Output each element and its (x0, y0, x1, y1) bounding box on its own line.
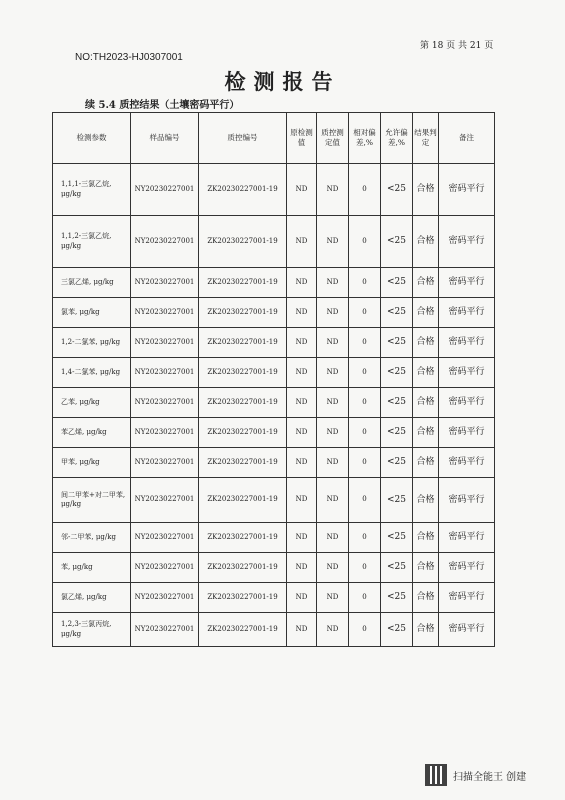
remark-cell: 密码平行 (439, 358, 495, 388)
qc-value-cell: ND (317, 216, 349, 268)
original-value-cell: ND (287, 448, 317, 478)
result-cell: 合格 (413, 328, 439, 358)
qc-id-cell: ZK20230227001-19 (199, 328, 287, 358)
result-cell: 合格 (413, 553, 439, 583)
relative-deviation-cell: 0 (349, 388, 381, 418)
table-row (53, 358, 495, 388)
result-cell: 合格 (413, 298, 439, 328)
param-cell: 邻-二甲苯, μg/kg (53, 523, 131, 553)
relative-deviation-cell: 0 (349, 448, 381, 478)
table-header-row (53, 113, 495, 164)
result-cell: 合格 (413, 613, 439, 647)
col-header: 允许偏差,% (381, 113, 413, 164)
relative-deviation-cell: 0 (349, 478, 381, 523)
table-row (53, 478, 495, 523)
sample-id-cell: NY20230227001 (131, 298, 199, 328)
sample-id-cell: NY20230227001 (131, 523, 199, 553)
qc-id-cell: ZK20230227001-19 (199, 216, 287, 268)
original-value-cell: ND (287, 388, 317, 418)
report-title: 检测报告 (224, 69, 341, 94)
result-cell: 合格 (413, 388, 439, 418)
param-cell: 氯乙烯, μg/kg (53, 583, 131, 613)
allowed-deviation-cell: <25 (381, 298, 413, 328)
qc-id-cell: ZK20230227001-19 (199, 523, 287, 553)
original-value-cell: ND (287, 268, 317, 298)
sample-id-cell: NY20230227001 (131, 583, 199, 613)
param-cell: 苯乙烯, μg/kg (53, 418, 131, 448)
sample-id-cell: NY20230227001 (131, 613, 199, 647)
param-cell: 1,1,2-三氯乙烷, μg/kg (53, 216, 131, 268)
table-row (53, 164, 495, 216)
qc-value-cell: ND (317, 553, 349, 583)
original-value-cell: ND (287, 358, 317, 388)
sample-id-cell: NY20230227001 (131, 268, 199, 298)
sample-id-cell: NY20230227001 (131, 553, 199, 583)
relative-deviation-cell: 0 (349, 583, 381, 613)
relative-deviation-cell: 0 (349, 358, 381, 388)
remark-cell: 密码平行 (439, 216, 495, 268)
allowed-deviation-cell: <25 (381, 553, 413, 583)
qr-code-icon (425, 764, 447, 786)
sample-id-cell: NY20230227001 (131, 164, 199, 216)
table-row (53, 613, 495, 647)
allowed-deviation-cell: <25 (381, 268, 413, 298)
qc-id-cell: ZK20230227001-19 (199, 478, 287, 523)
param-cell: 乙苯, μg/kg (53, 388, 131, 418)
param-cell: 1,1,1-三氯乙烷, μg/kg (53, 164, 131, 216)
original-value-cell: ND (287, 613, 317, 647)
allowed-deviation-cell: <25 (381, 418, 413, 448)
scanner-watermark (425, 764, 526, 786)
result-cell: 合格 (413, 268, 439, 298)
col-header: 原检测值 (287, 113, 317, 164)
original-value-cell: ND (287, 298, 317, 328)
relative-deviation-cell: 0 (349, 164, 381, 216)
allowed-deviation-cell: <25 (381, 613, 413, 647)
result-cell: 合格 (413, 358, 439, 388)
remark-cell: 密码平行 (439, 164, 495, 216)
remark-cell: 密码平行 (439, 268, 495, 298)
page-indicator: 第 18 页 共 21 页 (420, 41, 494, 51)
original-value-cell: ND (287, 583, 317, 613)
qc-id-cell: ZK20230227001-19 (199, 298, 287, 328)
qc-value-cell: ND (317, 328, 349, 358)
relative-deviation-cell: 0 (349, 216, 381, 268)
table-row (53, 298, 495, 328)
col-header: 相对偏差,% (349, 113, 381, 164)
relative-deviation-cell: 0 (349, 298, 381, 328)
remark-cell: 密码平行 (439, 328, 495, 358)
table-row (53, 328, 495, 358)
qc-value-cell: ND (317, 268, 349, 298)
col-header: 备注 (439, 113, 495, 164)
qc-value-cell: ND (317, 523, 349, 553)
remark-cell: 密码平行 (439, 388, 495, 418)
original-value-cell: ND (287, 328, 317, 358)
qc-id-cell: ZK20230227001-19 (199, 583, 287, 613)
watermark-text: 扫描全能王 创建 (453, 771, 527, 783)
relative-deviation-cell: 0 (349, 268, 381, 298)
sample-id-cell: NY20230227001 (131, 216, 199, 268)
relative-deviation-cell: 0 (349, 523, 381, 553)
param-cell: 间二甲苯+对二甲苯, μg/kg (53, 478, 131, 523)
remark-cell: 密码平行 (439, 523, 495, 553)
qc-value-cell: ND (317, 583, 349, 613)
table-row (53, 553, 495, 583)
sample-id-cell: NY20230227001 (131, 358, 199, 388)
remark-cell: 密码平行 (439, 298, 495, 328)
qc-value-cell: ND (317, 298, 349, 328)
result-cell: 合格 (413, 523, 439, 553)
allowed-deviation-cell: <25 (381, 216, 413, 268)
sample-id-cell: NY20230227001 (131, 388, 199, 418)
qc-id-cell: ZK20230227001-19 (199, 553, 287, 583)
col-header: 质控编号 (199, 113, 287, 164)
allowed-deviation-cell: <25 (381, 523, 413, 553)
qc-id-cell: ZK20230227001-19 (199, 388, 287, 418)
original-value-cell: ND (287, 523, 317, 553)
param-cell: 甲苯, μg/kg (53, 448, 131, 478)
allowed-deviation-cell: <25 (381, 583, 413, 613)
relative-deviation-cell: 0 (349, 418, 381, 448)
param-cell: 1,2-二氯苯, μg/kg (53, 328, 131, 358)
allowed-deviation-cell: <25 (381, 478, 413, 523)
allowed-deviation-cell: <25 (381, 358, 413, 388)
remark-cell: 密码平行 (439, 553, 495, 583)
qc-value-cell: ND (317, 418, 349, 448)
qc-value-cell: ND (317, 388, 349, 418)
result-cell: 合格 (413, 448, 439, 478)
original-value-cell: ND (287, 164, 317, 216)
original-value-cell: ND (287, 478, 317, 523)
section-subtitle: 续 5.4 质控结果（土壤密码平行） (85, 100, 240, 111)
remark-cell: 密码平行 (439, 448, 495, 478)
result-cell: 合格 (413, 583, 439, 613)
param-cell: 1,2,3-三氯丙烷, μg/kg (53, 613, 131, 647)
sample-id-cell: NY20230227001 (131, 418, 199, 448)
table-row (53, 268, 495, 298)
table-row (53, 583, 495, 613)
sample-id-cell: NY20230227001 (131, 478, 199, 523)
qc-value-cell: ND (317, 358, 349, 388)
table-row (53, 216, 495, 268)
allowed-deviation-cell: <25 (381, 164, 413, 216)
param-cell: 苯, μg/kg (53, 553, 131, 583)
remark-cell: 密码平行 (439, 613, 495, 647)
qc-id-cell: ZK20230227001-19 (199, 613, 287, 647)
col-header: 检测参数 (53, 113, 131, 164)
relative-deviation-cell: 0 (349, 613, 381, 647)
table-row (53, 523, 495, 553)
col-header: 结果判定 (413, 113, 439, 164)
qc-value-cell: ND (317, 613, 349, 647)
result-cell: 合格 (413, 164, 439, 216)
allowed-deviation-cell: <25 (381, 388, 413, 418)
allowed-deviation-cell: <25 (381, 448, 413, 478)
table-row (53, 388, 495, 418)
table-row (53, 418, 495, 448)
remark-cell: 密码平行 (439, 583, 495, 613)
qc-value-cell: ND (317, 448, 349, 478)
allowed-deviation-cell: <25 (381, 328, 413, 358)
qc-results-table (52, 112, 495, 647)
remark-cell: 密码平行 (439, 418, 495, 448)
original-value-cell: ND (287, 553, 317, 583)
col-header: 质控测定值 (317, 113, 349, 164)
qc-value-cell: ND (317, 478, 349, 523)
result-cell: 合格 (413, 216, 439, 268)
result-cell: 合格 (413, 478, 439, 523)
table-row (53, 448, 495, 478)
param-cell: 1,4-二氯苯, μg/kg (53, 358, 131, 388)
qc-id-cell: ZK20230227001-19 (199, 418, 287, 448)
relative-deviation-cell: 0 (349, 328, 381, 358)
sample-id-cell: NY20230227001 (131, 448, 199, 478)
original-value-cell: ND (287, 418, 317, 448)
qc-value-cell: ND (317, 164, 349, 216)
qc-id-cell: ZK20230227001-19 (199, 164, 287, 216)
result-cell: 合格 (413, 418, 439, 448)
param-cell: 三氯乙烯, μg/kg (53, 268, 131, 298)
qc-id-cell: ZK20230227001-19 (199, 448, 287, 478)
qc-id-cell: ZK20230227001-19 (199, 358, 287, 388)
relative-deviation-cell: 0 (349, 553, 381, 583)
report-number: NO:TH2023-HJ0307001 (75, 52, 183, 63)
remark-cell: 密码平行 (439, 478, 495, 523)
qc-id-cell: ZK20230227001-19 (199, 268, 287, 298)
param-cell: 氯苯, μg/kg (53, 298, 131, 328)
sample-id-cell: NY20230227001 (131, 328, 199, 358)
original-value-cell: ND (287, 216, 317, 268)
col-header: 样品编号 (131, 113, 199, 164)
